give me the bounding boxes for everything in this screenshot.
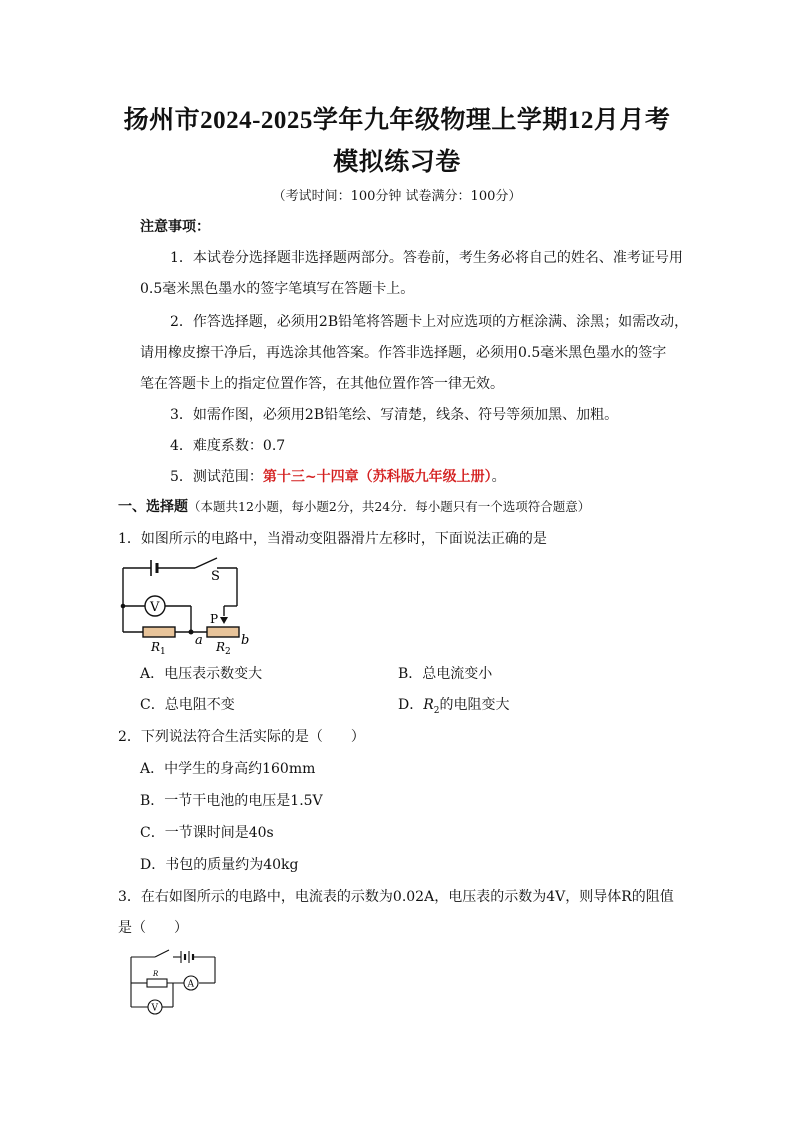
q1-option-a: A．电压表示数变大: [140, 666, 263, 682]
q1-option-c: C．总电阻不变: [140, 697, 235, 713]
note-item-5-prefix: 5．测试范围：: [170, 469, 263, 485]
q1-option-d-sub: 2: [433, 705, 440, 716]
q1-option-d-r: R: [423, 697, 434, 713]
q1-option-d-suffix: 的电阻变大: [439, 697, 510, 713]
page-title-line2: 模拟练习卷: [333, 149, 461, 176]
q3-ammeter-label: A: [187, 979, 194, 990]
q1-option-b: B．总电流变小: [398, 666, 493, 682]
page-title-line1: 扬州市2024-2025学年九年级物理上学期12月月考: [123, 107, 671, 134]
q1-option-d-prefix: D．: [398, 697, 424, 713]
note-item-2-line2: 请用橡皮擦干净后，再选涂其他答案。作答非选择题，必须用0.5毫米黑色墨水的签字: [140, 345, 667, 361]
r1-label: R: [151, 640, 161, 654]
q2-option-c: C．一节课时间是40s: [140, 825, 274, 841]
r2-label: R: [216, 640, 226, 654]
note-item-4: 4．难度系数：0.7: [170, 438, 286, 454]
voltmeter-label: V: [150, 600, 160, 615]
q2-option-d: D．书包的质量约为40kg: [140, 857, 299, 873]
section-heading: [118, 497, 590, 517]
note-item-2-line3: 笔在答题卡上的指定位置作答，在其他位置作答一律无效。: [140, 376, 504, 392]
section-title: 一、选择题: [118, 499, 188, 515]
point-b-label: b: [241, 633, 250, 648]
q3-resistor-label: R: [153, 970, 159, 978]
note-item-3: 3．如需作图，必须用2B铅笔绘、写清楚，线条、符号等须加黑、加粗。: [170, 407, 619, 423]
r1-subscript: 1: [160, 647, 166, 656]
note-item-5-suffix: 。: [491, 469, 506, 485]
r2-subscript: 2: [225, 647, 231, 656]
q2-option-a: A．中学生的身高约160mm: [140, 761, 316, 777]
slider-label: P: [210, 612, 219, 626]
q3-voltmeter-label: V: [151, 1003, 158, 1014]
q1-stem: 1．如图所示的电路中，当滑动变阻器滑片左移时，下面说法正确的是: [118, 531, 547, 547]
section-desc: （本题共12小题，每小题2分，共24分．每小题只有一个选项符合题意）: [188, 499, 591, 514]
note-item-1-line1: 1．本试卷分选择题非选择题两部分。答卷前，考生务必将自己的姓名、准考证号用: [170, 250, 683, 266]
note-item-1-line2: 0.5毫米黑色墨水的签字笔填写在答题卡上。: [140, 281, 415, 297]
q3-stem-line2: 是（ ）: [118, 920, 188, 936]
exam-info: （考试时间：100分钟 试卷满分：100分）: [272, 189, 522, 204]
point-a-label: a: [195, 633, 203, 648]
note-item-5: [170, 467, 506, 487]
test-range: 第十三~十四章（苏科版九年级上册）: [262, 469, 492, 485]
notes-heading: 注意事项：: [140, 219, 210, 235]
q1-circuit-figure: [115, 556, 275, 656]
q1-option-d: [398, 695, 510, 721]
q2-option-b: B．一节干电池的电压是1.5V: [140, 793, 323, 809]
q3-stem-line1: 3．在右如图所示的电路中，电流表的示数为0.02A，电压表的示数为4V，则导体R的阻值: [118, 889, 674, 905]
q2-stem: 2．下列说法符合生活实际的是（ ）: [118, 729, 365, 745]
q3-circuit-figure: [125, 947, 225, 1017]
note-item-2-line1: 2．作答选择题，必须用2B铅笔将答题卡上对应选项的方框涂满、涂黑；如需改动，: [170, 314, 689, 330]
switch-label: S: [211, 569, 220, 584]
